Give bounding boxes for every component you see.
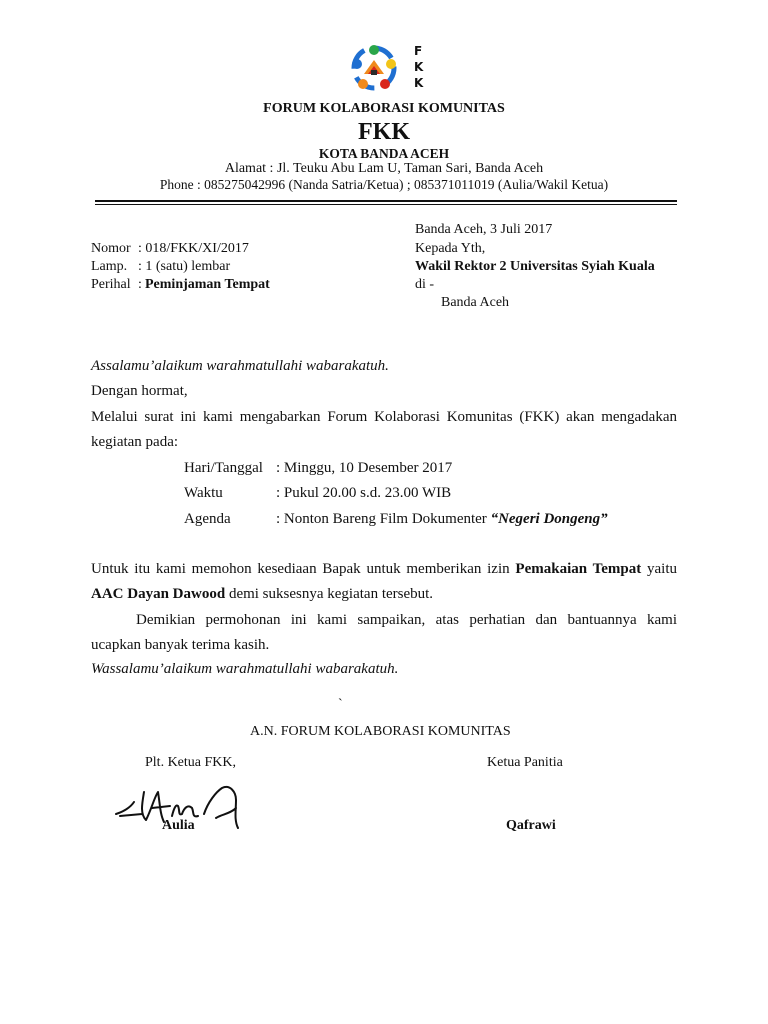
request-emphasis: Pemakaian Tempat: [515, 561, 642, 577]
nomor-label: Nomor: [91, 241, 131, 256]
recipient-prefix: Kepada Yth,: [415, 241, 486, 256]
perihal-value: Peminjaman Tempat: [145, 277, 270, 292]
right-signer-name: Qafrawi: [506, 818, 556, 833]
place-date: Banda Aceh, 3 Juli 2017: [415, 222, 553, 237]
stray-mark: `: [338, 697, 343, 712]
request-line-1: [91, 561, 677, 578]
film-title: “Negeri Dongeng”: [490, 511, 608, 527]
header-rule-thick: [95, 200, 677, 202]
closing-line-2: ucapkan banyak terima kasih.: [91, 637, 270, 653]
perihal-label: Perihal: [91, 277, 131, 292]
closing-line-1: Demikian permohonan ini kami sampaikan, atas perhatian dan bantuannya kami: [136, 612, 677, 628]
header-rule-thin: [95, 204, 677, 205]
lamp-label: Lamp.: [91, 259, 128, 274]
request-text-end: demi suksesnya kegiatan tersebut.: [225, 586, 434, 602]
logo-letter-f: F: [414, 44, 423, 58]
nomor-value: : 018/FKK/XI/2017: [138, 241, 249, 256]
recipient-name: Wakil Rektor 2 Universitas Syiah Kuala: [415, 259, 655, 274]
lamp-value: : 1 (satu) lembar: [138, 259, 231, 274]
detail-label-date: Hari/Tanggal: [184, 460, 263, 476]
request-text-a: Untuk itu kami memohon kesediaan Bapak untuk memberikan izin: [91, 561, 516, 577]
greeting: Dengan hormat,: [91, 383, 188, 399]
detail-value-agenda: [276, 511, 608, 528]
right-signer-title: Ketua Panitia: [487, 755, 563, 770]
recipient-city: Banda Aceh: [441, 295, 510, 310]
request-line-2: [91, 586, 433, 603]
left-signer-title: Plt. Ketua FKK,: [145, 755, 236, 770]
org-phone: Phone : 085275042996 (Nanda Satria/Ketua) ; 085371011019 (Aulia/Wakil Ketua): [159, 177, 609, 192]
left-signer-name: Aulia: [162, 818, 195, 833]
venue-name: AAC Dayan Dawood: [91, 586, 226, 602]
detail-label-agenda: Agenda: [184, 511, 231, 527]
logo-letter-k2: K: [414, 76, 424, 90]
intro-line-1: Melalui surat ini kami mengabarkan Forum Kolaborasi Komunitas (FKK) akan mengadakan: [91, 409, 677, 425]
perihal-colon: :: [138, 277, 142, 292]
detail-value-date: : Minggu, 10 Desember 2017: [276, 460, 453, 476]
on-behalf-line: A.N. FORUM KOLABORASI KOMUNITAS: [250, 724, 511, 739]
agenda-text: : Nonton Bareng Film Dokumenter: [276, 511, 491, 527]
org-address: Alamat : Jl. Teuku Abu Lam U, Taman Sari, Banda Aceh: [224, 161, 544, 176]
intro-line-2: kegiatan pada:: [91, 434, 179, 450]
org-city: KOTA BANDA ACEH: [318, 146, 450, 161]
detail-label-time: Waktu: [184, 485, 223, 501]
org-acronym: FKK: [358, 119, 410, 145]
salam-open: Assalamu’alaikum warahmatullahi wabarakatuh.: [91, 358, 389, 374]
org-name: FORUM KOLABORASI KOMUNITAS: [263, 101, 505, 116]
fkk-logo: [346, 40, 432, 96]
recipient-at: di -: [415, 277, 435, 292]
request-text-c: yaitu: [641, 561, 677, 577]
logo-letter-k1: K: [414, 60, 424, 74]
detail-value-time: : Pukul 20.00 s.d. 23.00 WIB: [276, 485, 452, 501]
salam-close: Wassalamu’alaikum warahmatullahi wabarakatuh.: [91, 661, 399, 677]
